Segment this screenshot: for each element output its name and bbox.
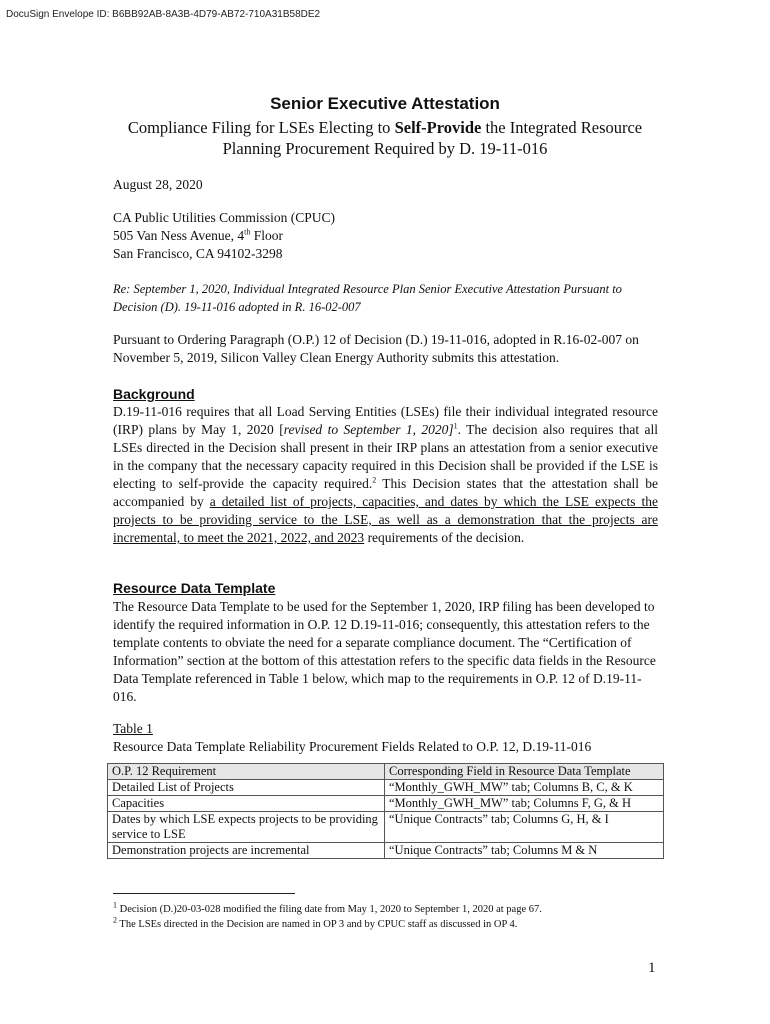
- table-row: [108, 843, 664, 859]
- table-cell: Capacities: [108, 796, 385, 812]
- requirements-table: [107, 763, 664, 859]
- subtitle-bold: Self-Provide: [394, 118, 482, 137]
- table-header-row: [108, 764, 664, 780]
- resource-data-template-paragraph: The Resource Data Template to be used for the September 1, 2020, IRP filing has been developed to identify the required information in O.P. 12 D.19-11-016; consequently, this attestation refers to the template contents to obviate the need for a separate compliance document. The “Certification of Information” section at the bottom of this attestation refers to the specific data fields in the Resource Data Template referenced in Table 1 below, which map to the requirements in O.P. 12 of D.19-11-016.: [113, 599, 656, 704]
- table-cell: “Unique Contracts” tab; Columns G, H, & I: [385, 812, 664, 843]
- table-cell: Demonstration projects are incremental: [108, 843, 385, 859]
- table-row: [108, 812, 664, 843]
- table-cell: Dates by which LSE expects projects to be providing service to LSE: [108, 812, 385, 843]
- letter-date: August 28, 2020: [113, 177, 203, 192]
- docusign-envelope-id: DocuSign Envelope ID: B6BB92AB-8A3B-4D79-AB72-710A31B58DE2: [6, 9, 321, 20]
- address-street: 505 Van Ness Avenue, 4: [113, 228, 245, 243]
- address-floor: Floor: [250, 228, 283, 243]
- resource-data-template-heading: Resource Data Template: [113, 580, 276, 596]
- footnote-1-text: Decision (D.)20-03-028 modified the filing date from May 1, 2020 to September 1, 2020 at page 67.: [117, 904, 542, 915]
- table-header-cell: Corresponding Field in Resource Data Template: [385, 764, 664, 780]
- address-line-1: CA Public Utilities Commission (CPUC): [113, 210, 336, 225]
- background-text-3: This Decision states that the attestation shall be accompanied by: [113, 476, 658, 509]
- background-heading: Background: [113, 386, 195, 402]
- re-line: Re: September 1, 2020, Individual Integrated Resource Plan Senior Executive Attestation Pursuant to Decision (D). 19-11-016 adopted in R. 16-02-007: [113, 282, 622, 314]
- background-text-1: D.19-11-016 requires that all Load Serving Entities (LSEs) file their individual integrated resource (IRP) plans by May 1, 2020 [: [113, 404, 658, 437]
- footnotes: [113, 902, 673, 932]
- footnote-1-number: 1: [113, 900, 117, 910]
- table-caption: [113, 720, 658, 756]
- table-cell: “Unique Contracts” tab; Columns M & N: [385, 843, 664, 859]
- table-label: Table 1: [113, 721, 153, 736]
- recipient-address: [113, 209, 658, 263]
- background-text-2: . The decision also requires that all LSEs directed in the Decision shall present in their IRP plans an attestation from a senior executive in the company that the necessary capacity required in this Decision shall be provided if the LSE is electing to self-provide the capacity required.: [113, 422, 659, 491]
- footnote-1: [113, 902, 673, 917]
- address-line-2: [113, 227, 658, 245]
- footnote-2-text: The LSEs directed in the Decision are named in OP 3 and by CPUC staff as discussed in OP 4.: [117, 919, 518, 930]
- document-subtitle: [100, 117, 670, 159]
- footnote-2-number: 2: [113, 915, 117, 925]
- footnote-ref-2[interactable]: 2: [372, 475, 377, 485]
- table-cell: “Monthly_GWH_MW” tab; Columns F, G, & H: [385, 796, 664, 812]
- background-italic: revised to September 1, 2020]: [283, 422, 454, 437]
- page-number: 1: [648, 960, 656, 976]
- background-text-4: requirements of the decision.: [364, 530, 525, 545]
- background-paragraph: [113, 403, 658, 547]
- footnote-ref-1[interactable]: 1: [453, 421, 458, 431]
- subtitle-part1: Compliance Filing for LSEs Electing to: [127, 118, 395, 137]
- table-header-cell: O.P. 12 Requirement: [108, 764, 385, 780]
- footnote-divider: [113, 893, 295, 894]
- subtitle-part2: the Integrated Resource Planning Procurement Required by D. 19-11-016: [222, 118, 643, 158]
- table-row: [108, 780, 664, 796]
- table-cell: “Monthly_GWH_MW” tab; Columns B, C, & K: [385, 780, 664, 796]
- document-title: Senior Executive Attestation: [270, 94, 500, 113]
- pursuant-paragraph: Pursuant to Ordering Paragraph (O.P.) 12 of Decision (D.) 19-11-016, adopted in R.16-02-007 on November 5, 2019, Silicon Valley Clean Energy Authority submits this attestation.: [113, 332, 639, 365]
- footnote-2: [113, 917, 673, 932]
- background-underlined: a detailed list of projects, capacities, and dates by which the LSE expects the projects to be providing service to the LSE, as well as a demonstration that the projects are incremental, to meet the 2021, 2022, and 2023: [113, 494, 658, 545]
- table-row: [108, 796, 664, 812]
- address-sup: th: [244, 227, 251, 237]
- table-cell: Detailed List of Projects: [108, 780, 385, 796]
- address-line-3: San Francisco, CA 94102-3298: [113, 246, 283, 261]
- table-title: Resource Data Template Reliability Procurement Fields Related to O.P. 12, D.19-11-016: [113, 739, 592, 754]
